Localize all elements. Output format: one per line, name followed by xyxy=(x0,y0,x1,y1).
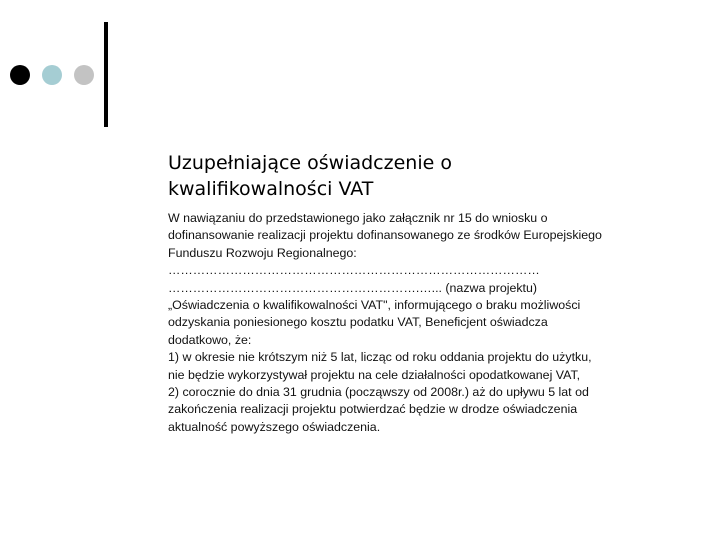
body-line: dofinansowanie realizacji projektu dofinansowanego ze środków Europejskiego xyxy=(168,228,602,243)
body-line: zakończenia realizacji projektu potwierdzać będzie w drodze oświadczenia xyxy=(168,402,578,417)
title-line: kwalifikowalności VAT xyxy=(168,178,374,200)
bullet-dot-gray xyxy=(74,65,94,85)
body-line-project-name: …………………………………………………….…... (nazwa projektu) xyxy=(168,280,538,295)
body-line: Funduszu Rozwoju Regionalnego: xyxy=(168,245,357,260)
body-line: W nawiązaniu do przedstawionego jako załącznik nr 15 do wniosku o xyxy=(168,211,548,225)
body-line: dodatkowo, że: xyxy=(168,332,252,347)
bullet-dot-black xyxy=(10,65,30,85)
slide-title xyxy=(168,150,668,202)
bullet-dot-teal xyxy=(42,65,62,85)
vertical-divider xyxy=(104,22,108,127)
body-line-point-2: 2) corocznie do dnia 31 grudnia (począwszy od 2008r.) aż do upływu 5 lat od xyxy=(168,385,589,400)
title-line: Uzupełniające oświadczenie o xyxy=(168,152,452,174)
slide-content xyxy=(168,150,668,436)
body-line-point-1: 1) w okresie nie krótszym niż 5 lat, licząc od roku oddania projektu do użytku, xyxy=(168,350,592,365)
body-line: odzyskania poniesionego kosztu podatku VAT, Beneficjent oświadcza xyxy=(168,315,548,330)
body-line-dots: ……………………………………………………………………………… xyxy=(168,263,540,278)
body-line: „Oświadczenia o kwalifikowalności VAT", informującego o braku możliwości xyxy=(168,298,581,313)
body-line: nie będzie wykorzystywał projektu na cele działalności opodatkowanej VAT, xyxy=(168,367,581,382)
body-line: aktualność powyższego oświadczenia. xyxy=(168,419,381,434)
slide-body xyxy=(168,210,668,436)
